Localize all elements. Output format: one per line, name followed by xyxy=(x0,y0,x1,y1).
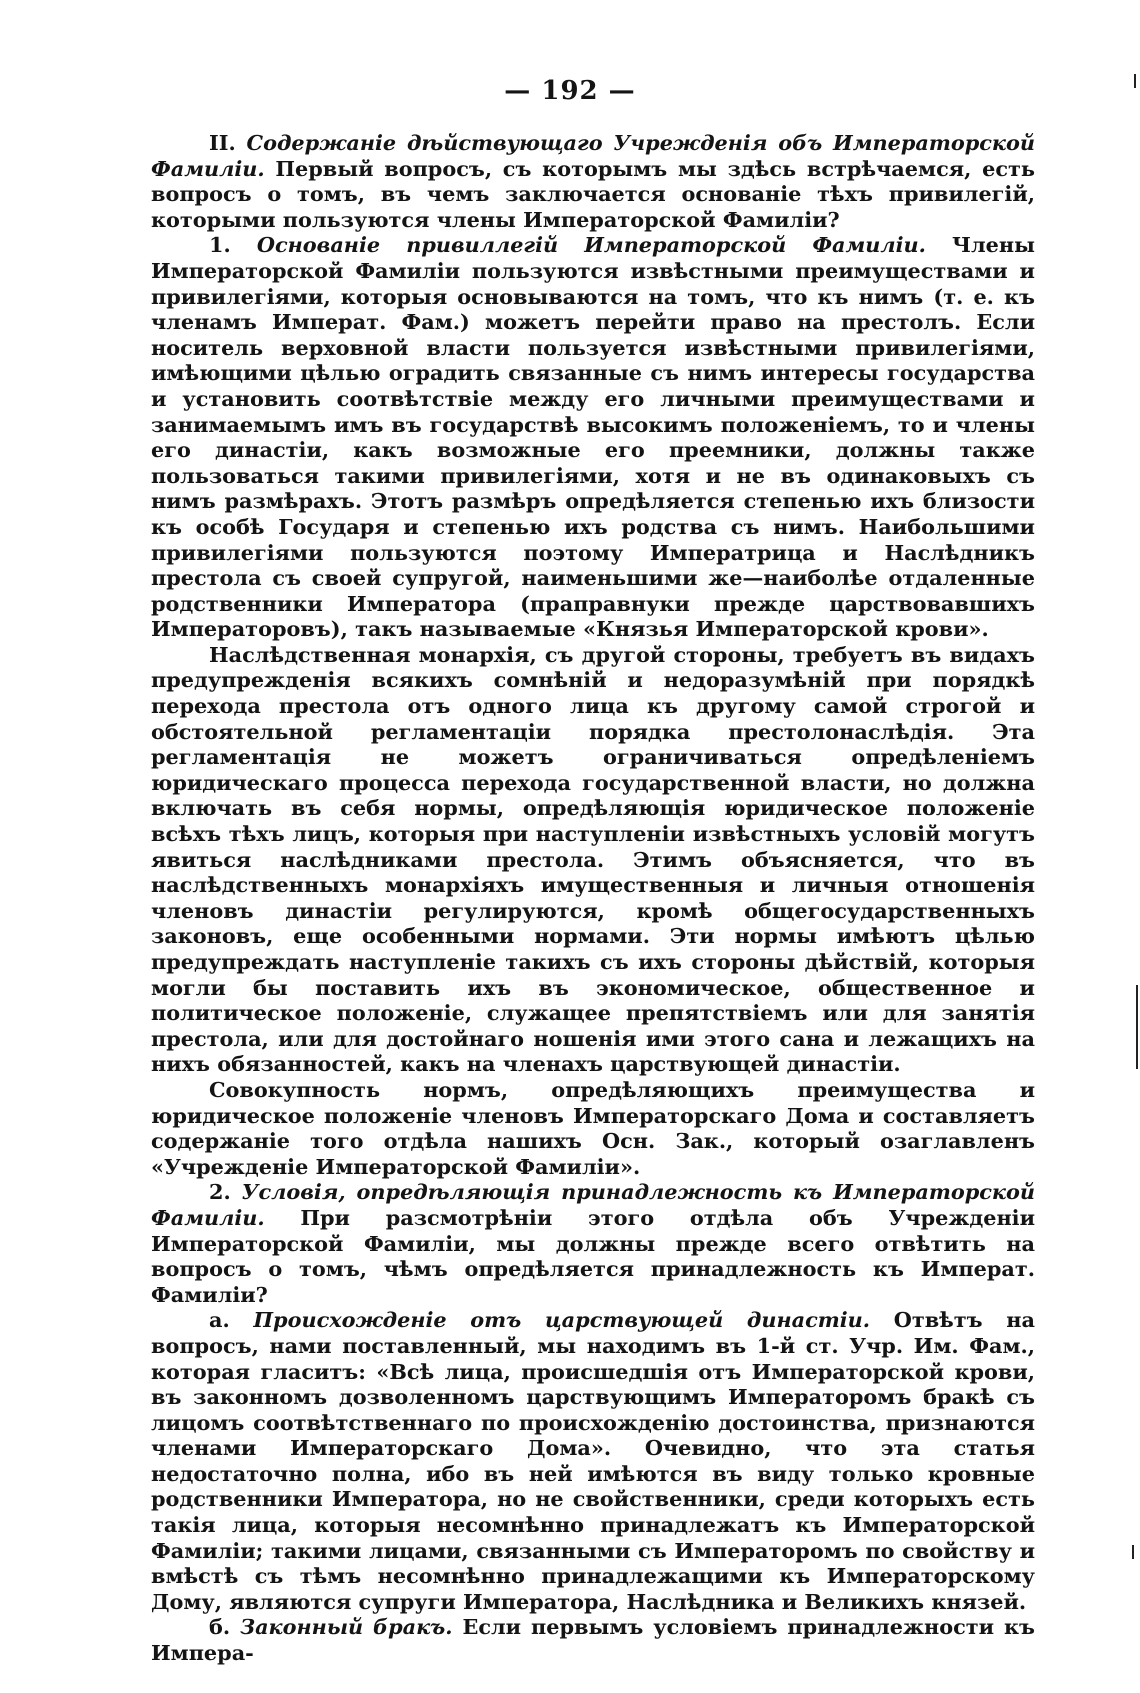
item-heading: Условія, опредѣляющія принадлежность къ Императорской Фамиліи. xyxy=(151,1179,1036,1230)
paragraph-text: Если первымъ условіемъ принадлежности къ Импера- xyxy=(151,1614,1035,1666)
section-number: II. xyxy=(209,130,236,155)
paragraph-text: Отвѣтъ на вопросъ, нами поставленный, мы находимъ въ 1-й ст. Учр. Им. Фам., которая гласитъ: «Всѣ лица, происшедшія отъ Императорской крови, въ законномъ дозволенномъ царствующимъ Императоромъ бракѣ съ лицомъ соотвѣтственнаго по происхожденію достоинства, признаются членами Императорскаго Дома». Очевидно, что эта статья недостаточно полна, ибо въ ней имѣются въ виду только кровные родственники Императора, но не свойственники, среди которыхъ есть такія лица, которыя несомнѣнно принадлежатъ къ Императорской Фамиліи; такими лицами, связанными съ Императоромъ по свойству и вмѣстѣ съ тѣмъ несомнѣнно принадлежащими къ Императорскому Дому, являются супруги Императора, Наслѣдника и Великихъ князей. xyxy=(151,1307,1035,1614)
item-heading: Законный бракъ. xyxy=(240,1614,453,1640)
paragraph-item-a xyxy=(151,1307,1035,1614)
paragraph-item-1 xyxy=(151,232,1035,642)
paragraph-text: Члены Императорской Фамиліи пользуются извѣстными преимуществами и привилегіями, которыя основываются на томъ, что къ нимъ (т. е. къ членамъ Императ. Фам.) можетъ перейти право на престолъ. Если носитель верховной власти пользуется извѣстными привилегіями, имѣющими цѣлью оградить связанные съ нимъ интересы государства и установить соотвѣтствіе между его личными преимуществами и занимаемымъ имъ въ государствѣ высокимъ положеніемъ, то и члены его династіи, какъ возможные его преемники, должны также пользоваться такими привилегіями, хотя и не въ одинаковыхъ съ нимъ размѣрахъ. Этотъ размѣръ опредѣляется степенью ихъ близости къ особѣ Государя и степенью ихъ родства съ нимъ. Наибольшими привилегіями пользуются поэтому Императрица и Наслѣдникъ престола съ своей супругой, наименьшими же—наиболѣе отдаленные родственники Императора (праправнуки прежде царствовавшихъ Императоровъ), такъ называемые «Князья Императорской крови». xyxy=(151,232,1035,642)
paragraph-text: Первый вопросъ, съ которымъ мы здѣсь встрѣчаемся, есть вопросъ о томъ, въ чемъ заключается основаніе тѣхъ привилегій, которыми пользуются члены Императорской Фамиліи? xyxy=(151,155,1035,232)
page-body xyxy=(151,130,1035,1666)
paragraph-text: Наслѣдственная монархія, съ другой стороны, требуетъ въ видахъ предупрежденія всякихъ сомнѣній и недоразумѣній при порядкѣ перехода престола отъ одного лица къ другому самой строгой и обстоятельной регламентаціи порядка престолонаслѣдія. Эта регламентація не можетъ ограничиваться опредѣленіемъ юридическаго процесса перехода государственной власти, но должна включать въ себя нормы, опредѣляющія юридическое положеніе всѣхъ тѣхъ лицъ, которыя при наступленіи извѣстныхъ условій могутъ явиться наслѣдниками престола. Этимъ объясняется, что въ наслѣдственныхъ монархіяхъ имущественныя и личныя отношенія членовъ династіи регулируются, кромѣ общегосударственныхъ законовъ, еще особенными нормами. Эти нормы имѣютъ цѣлью предупреждать наступленіе такихъ съ ихъ стороны дѣйствій, которыя могли бы поставить ихъ въ экономическое, общественное и политическое положеніе, служащее препятствіемъ или для занятія престола, или для достойнаго ношенія ими этого сана и лежащихъ на нихъ обязанностей, какъ на членахъ царствующей династіи. xyxy=(151,641,1035,1077)
item-heading: Основаніе привиллегій Императорской Фамиліи. xyxy=(256,232,926,258)
scan-edge-mark xyxy=(1134,74,1136,88)
section-heading: Содержаніе дѣйствующаго Учрежденія объ Императорской Фамиліи. xyxy=(151,130,1035,181)
scan-edge-mark xyxy=(1132,1545,1134,1559)
scan-edge-mark xyxy=(1136,985,1138,1069)
paragraph-item-b xyxy=(151,1614,1035,1665)
page-number: — 192 — xyxy=(504,76,636,106)
paragraph-item-2 xyxy=(151,1179,1035,1307)
item-letter: б. xyxy=(209,1614,231,1640)
item-number: 1. xyxy=(209,232,231,258)
item-number: 2. xyxy=(209,1179,231,1205)
item-letter: а. xyxy=(209,1307,230,1333)
paragraph-section-ii xyxy=(151,130,1035,232)
item-heading: Происхожденіе отъ царствующей династіи. xyxy=(253,1307,871,1333)
paragraph-norms xyxy=(151,1077,1035,1179)
paragraph-hereditary-monarchy xyxy=(151,642,1035,1077)
paragraph-text: Совокупность нормъ, опредѣляющихъ преимущества и юридическое положеніе членовъ Императорскаго Дома и составляетъ содержаніе того отдѣла нашихъ Осн. Зак., который озаглавленъ «Учрежденіе Императорской Фамиліи». xyxy=(151,1076,1035,1179)
paragraph-text: При разсмотрѣніи этого отдѣла объ Учрежденіи Императорской Фамиліи, мы должны прежде всего отвѣтить на вопросъ о томъ, чѣмъ опредѣляется принадлежность къ Императ. Фамиліи? xyxy=(151,1204,1035,1307)
